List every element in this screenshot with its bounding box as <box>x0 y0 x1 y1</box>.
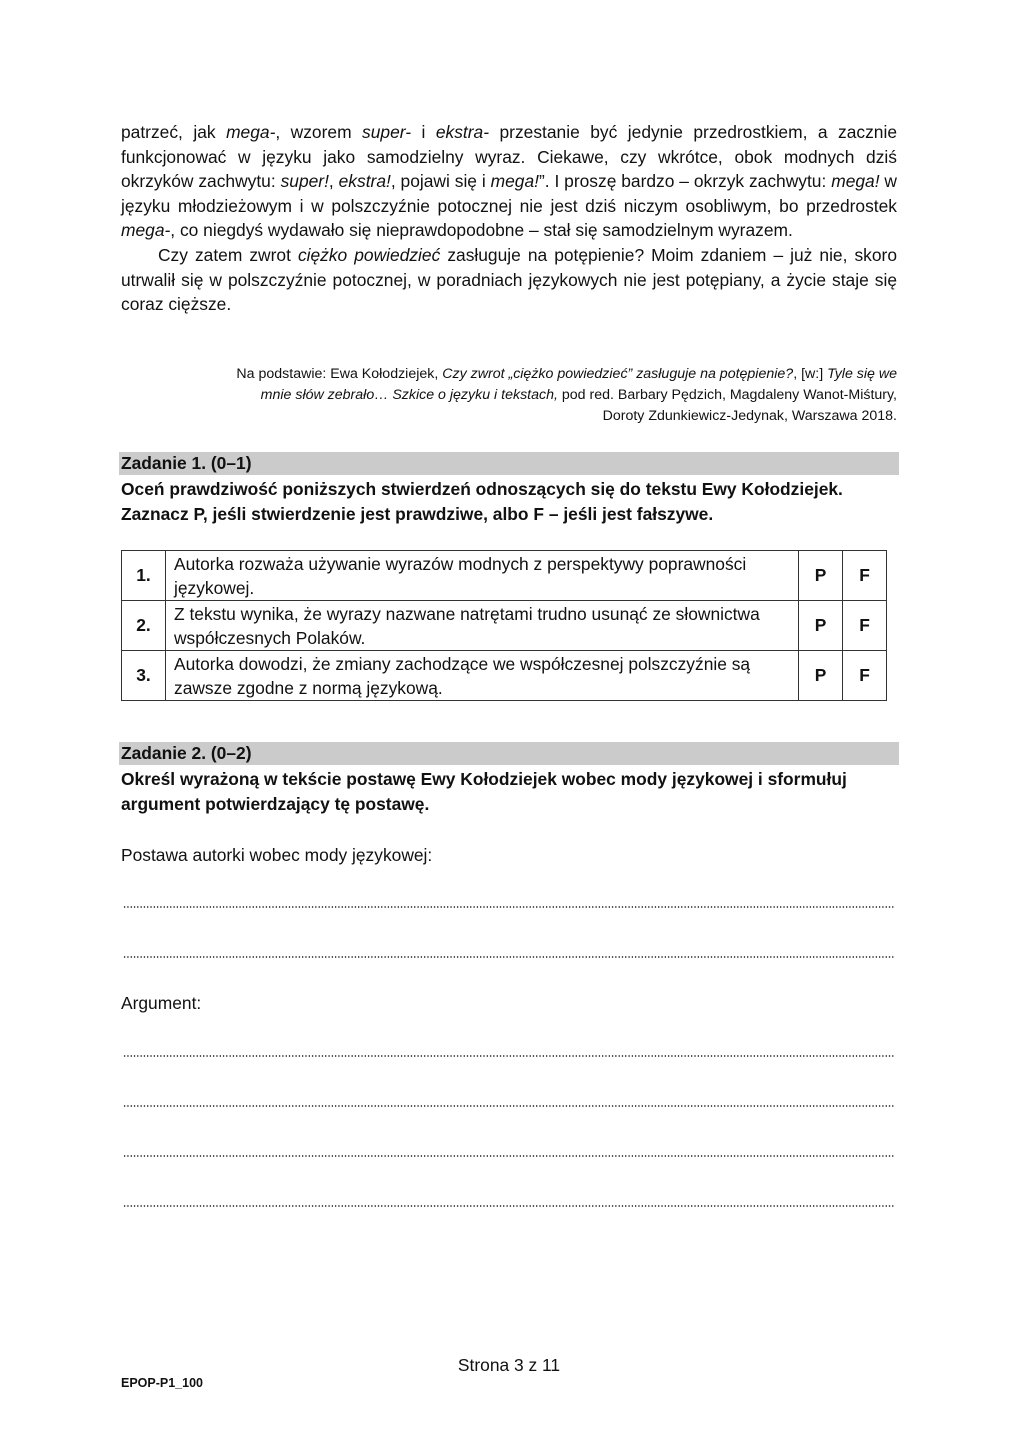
text-run: , pojawi się i <box>390 171 491 192</box>
text-run: w języku młodzieżowym i w polszczyźnie potocznej nie jest dziś niczym osobliwym, bo przedrostek <box>121 171 897 216</box>
text-run: , <box>328 171 339 192</box>
option-true[interactable]: P <box>799 601 843 651</box>
option-true[interactable]: P <box>799 651 843 701</box>
task-1-command <box>121 477 901 527</box>
statement-text: Autorka dowodzi, że zmiany zachodzące we współczesnej polszczyźnie są zawsze zgodne z normą językową. <box>166 651 799 701</box>
task-2-header: Zadanie 2. (0–2) <box>119 742 899 765</box>
answer-line-argument-1[interactable] <box>123 1055 895 1057</box>
text-run: pod red. Barbary Pędzich, Magdaleny Wanot-Miśtury, Doroty Zdunkiewicz-Jedynak, Warszawa 2018. <box>557 387 897 424</box>
italic-term: mega- <box>226 122 276 142</box>
text-run: , wzorem <box>275 122 363 142</box>
command-line: Oceń prawdziwość poniższych stwierdzeń odnoszących się do tekstu Ewy Kołodziejek. <box>121 479 843 499</box>
task-2-command <box>121 767 901 817</box>
argument-label: Argument: <box>121 993 202 1013</box>
statement-text: Autorka rozważa używanie wyrazów modnych z perspektywy poprawności językowej. <box>166 551 799 601</box>
passage-paragraph-2 <box>121 243 897 317</box>
exam-code: EPOP-P1_100 <box>121 1376 203 1390</box>
page-number: Strona 3 z 11 <box>457 1355 561 1375</box>
italic-term: mega- <box>121 220 171 241</box>
statement-number: 3. <box>122 651 166 701</box>
command-line: argument potwierdzający tę postawę. <box>121 794 430 814</box>
text-run: przestanie być jedynie przedrostkiem, a zacznie funkcjonować w języku jako samodzielny wyraz. Ciekawe, czy wkrótce, obok modnych dziś okrzyków zachwytu: <box>121 122 898 192</box>
text-run: i <box>411 122 436 142</box>
italic-term: super! <box>280 171 329 192</box>
table-row <box>122 551 887 601</box>
statement-text: Z tekstu wynika, że wyrazy nazwane natrętami trudno usunąć ze słownictwa współczesnych Polaków. <box>166 601 799 651</box>
table-row <box>122 651 887 701</box>
answer-line-argument-2[interactable] <box>123 1105 895 1107</box>
italic-term: mega! <box>831 171 880 192</box>
answer-line-attitude-2[interactable] <box>123 956 895 958</box>
italic-term: mega! <box>490 171 539 192</box>
command-line: Określ wyrażoną w tekście postawę Ewy Kołodziejek wobec mody językowej i sformułuj <box>121 769 847 789</box>
task-1-header: Zadanie 1. (0–1) <box>119 452 899 475</box>
option-true[interactable]: P <box>799 551 843 601</box>
true-false-table <box>121 550 887 701</box>
table-row <box>122 601 887 651</box>
source-citation <box>220 364 897 427</box>
text-run: , co niegdyś wydawało się nieprawdopodobne – stał się samodzielnym wyrazem. <box>170 220 793 241</box>
option-false[interactable]: F <box>843 651 887 701</box>
text-run: , [w:] <box>793 366 828 382</box>
answer-line-attitude-1[interactable] <box>123 906 895 908</box>
statement-number: 2. <box>122 601 166 651</box>
answer-line-argument-3[interactable] <box>123 1155 895 1157</box>
option-false[interactable]: F <box>843 551 887 601</box>
text-run: zasługuje na potępienie? Moim zdaniem – już nie, skoro utrwalił się w polszczyźnie potocznej, w poradniach językowych nie jest potępiany, a życie staje się coraz cięższe. <box>121 244 897 315</box>
italic-term: ekstra- <box>435 122 490 142</box>
italic-term: ciężko powiedzieć <box>297 244 441 265</box>
text-run: patrzeć, jak <box>121 122 227 142</box>
text-run: Czy zatem zwrot <box>158 244 298 265</box>
italic-term: super- <box>362 122 412 142</box>
passage-paragraph-1 <box>121 120 897 317</box>
answer-line-argument-4[interactable] <box>123 1205 895 1207</box>
text-run: Na podstawie: Ewa Kołodziejek, <box>236 366 443 382</box>
italic-title: Czy zwrot „ciężko powiedzieć” zasługuje na potępienie? <box>442 366 794 382</box>
attitude-label: Postawa autorki wobec mody językowej: <box>121 845 433 865</box>
italic-title: Tyle się we mnie słów zebrało… Szkice o języku i tekstach, <box>260 366 897 403</box>
command-line: Zaznacz P, jeśli stwierdzenie jest prawdziwe, albo F – jeśli jest fałszywe. <box>121 504 714 524</box>
option-false[interactable]: F <box>843 601 887 651</box>
statement-number: 1. <box>122 551 166 601</box>
text-run: ”. I proszę bardzo – okrzyk zachwytu: <box>538 171 832 192</box>
italic-term: ekstra! <box>338 171 391 192</box>
